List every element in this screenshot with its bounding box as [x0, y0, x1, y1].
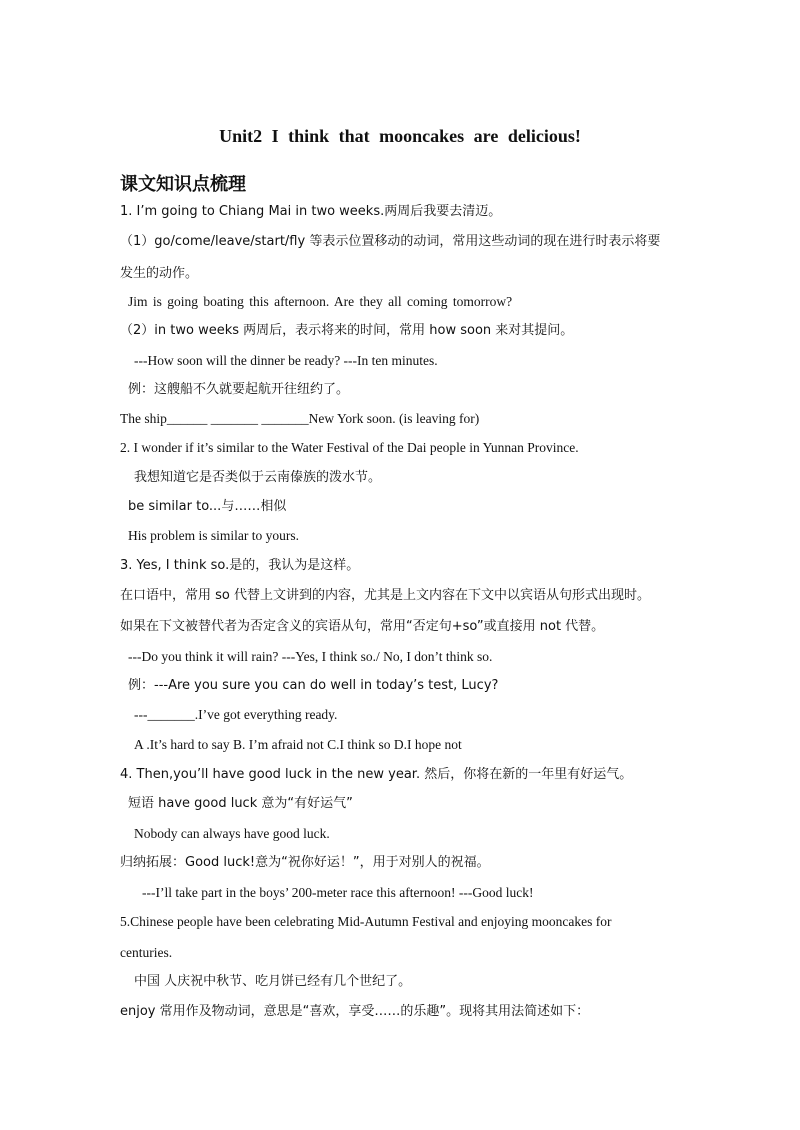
text-line: 在口语中，常用 so 代替上文讲到的内容，尤其是上文内容在下文中以宾语从句形式出现时。: [120, 588, 650, 603]
text-line: 5.Chinese people have been celebrating Mid-Autumn Festival and enjoying mooncakes for: [120, 914, 612, 929]
text-line: The ship______ _______ _______New York soon. (is leaving for): [120, 411, 480, 426]
text-line: 我想知道它是否类似于云南傣族的泼水节。: [134, 470, 382, 485]
text-line: enjoy 常用作及物动词，意思是“喜欢，享受……的乐趣”。现将其用法简述如下：: [120, 1004, 590, 1019]
text-line: 1. I’m going to Chiang Mai in two weeks.两周后我要去清迈。: [120, 204, 502, 219]
document-title: Unit2 I think that mooncakes are delicious!: [219, 126, 581, 146]
text-line: （1）go/come/leave/start/fly 等表示位置移动的动词，常用这些动词的现在进行时表示将要: [120, 234, 661, 249]
text-line: ---Do you think it will rain? ---Yes, I think so./ No, I don’t think so.: [128, 649, 493, 664]
text-line: 归纳拓展：Good luck!意为“祝你好运！”，用于对别人的祝福。: [120, 855, 490, 870]
text-line: 4. Then,you’ll have good luck in the new year. 然后，你将在新的一年里有好运气。: [120, 767, 633, 782]
text-line: centuries.: [120, 945, 173, 960]
text-line: ---I’ll take part in the boys’ 200-meter race this afternoon! ---Good luck!: [142, 885, 534, 900]
text-line: 例：---Are you sure you can do well in today’s test, Lucy?: [128, 678, 499, 693]
section-heading: 课文知识点梳理: [120, 174, 246, 195]
text-line: （2）in two weeks 两周后，表示将来的时间，常用 how soon 来对其提问。: [120, 323, 574, 338]
text-line: Nobody can always have good luck.: [134, 826, 330, 841]
text-line: 如果在下文被替代者为否定含义的宾语从句，常用“否定句+so”或直接用 not 代替。: [120, 619, 605, 634]
text-line: A .It’s hard to say B. I’m afraid not C.I think so D.I hope not: [134, 737, 462, 752]
text-line: Jim is going boating this afternoon. Are they all coming tomorrow?: [128, 294, 513, 309]
text-line: 例：这艘船不久就要起航开往纽约了。: [128, 382, 350, 397]
text-line: His problem is similar to yours.: [128, 528, 299, 543]
text-line: ---How soon will the dinner be ready? ---In ten minutes.: [134, 353, 438, 368]
text-line: 短语 have good luck 意为“有好运气”: [128, 796, 353, 811]
text-line: be similar to...与……相似: [128, 499, 287, 514]
text-line: 3. Yes, I think so.是的，我认为是这样。: [120, 558, 360, 573]
text-line: 2. I wonder if it’s similar to the Water Festival of the Dai people in Yunnan Province.: [120, 440, 579, 455]
text-line: ---_______.I’ve got everything ready.: [134, 707, 338, 722]
text-line: 中国 人庆祝中秋节、吃月饼已经有几个世纪了。: [134, 974, 412, 989]
text-line: 发生的动作。: [120, 266, 199, 281]
